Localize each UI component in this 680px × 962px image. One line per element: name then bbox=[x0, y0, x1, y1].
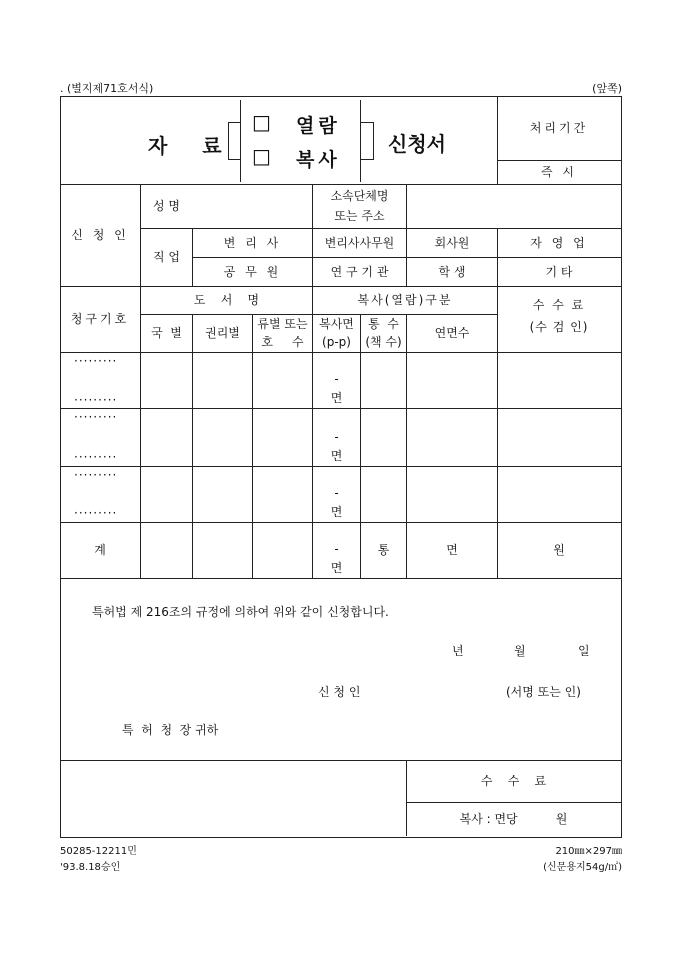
divider bbox=[60, 578, 621, 579]
paper-size: 210㎜×297㎜ bbox=[555, 846, 622, 857]
addressee: 특 허 청 장 귀하 bbox=[122, 723, 219, 737]
job-label: 직 업 bbox=[153, 249, 180, 264]
applicant-label: 신 청 인 bbox=[71, 227, 129, 242]
divider bbox=[252, 314, 253, 578]
class-header-1: 류별 또는 bbox=[257, 317, 308, 331]
name-field[interactable] bbox=[192, 184, 312, 228]
date-day: 일 bbox=[578, 644, 590, 658]
request-code-header: 청구기호 bbox=[70, 311, 130, 326]
affiliation-label-1: 소속단체명 bbox=[330, 188, 389, 203]
job-option-public-servant[interactable]: 공 무 원 bbox=[223, 264, 282, 279]
job-option-attorney-staff[interactable]: 변리사사무원 bbox=[324, 235, 395, 250]
total-count-unit: 통 bbox=[377, 543, 390, 557]
pages-unit: 면 bbox=[330, 505, 343, 519]
request-code-dots: ········· bbox=[74, 393, 118, 407]
title-word-data: 자 료 bbox=[148, 134, 236, 158]
affiliation-field[interactable] bbox=[407, 184, 620, 228]
form-code: 50285-12211민 bbox=[60, 846, 137, 857]
request-code-dots: ········· bbox=[74, 410, 118, 424]
pages-unit: 면 bbox=[330, 449, 343, 463]
pages-dash: - bbox=[334, 430, 339, 444]
divider bbox=[60, 408, 621, 409]
total-pages-header: 연면수 bbox=[434, 326, 470, 340]
form-number: . (별지제71호서식) bbox=[60, 82, 154, 95]
paper-type: (신문용지54g/㎡) bbox=[543, 862, 622, 873]
signature-applicant: 신 청 인 bbox=[318, 685, 361, 699]
side-indicator: (앞쪽) bbox=[592, 82, 622, 95]
job-option-self-employed[interactable]: 자 영 업 bbox=[530, 235, 588, 250]
job-option-office-worker[interactable]: 회사원 bbox=[434, 235, 470, 250]
job-option-other[interactable]: 기 타 bbox=[545, 264, 573, 279]
pages-header-1: 복사면 bbox=[319, 317, 354, 331]
process-period-value: 즉 시 bbox=[541, 165, 577, 179]
divider bbox=[60, 466, 621, 467]
job-option-student[interactable]: 학 생 bbox=[438, 264, 466, 279]
total-total-unit: 면 bbox=[446, 543, 458, 557]
bracket-right bbox=[361, 122, 374, 160]
count-header-1: 통 수 bbox=[368, 317, 399, 331]
request-code-dots: ········· bbox=[74, 468, 118, 482]
country-header: 국 별 bbox=[151, 326, 182, 340]
request-code-dots: ········· bbox=[74, 354, 118, 368]
fee-header-2: (수 검 인) bbox=[529, 319, 589, 334]
request-code-dots: ········· bbox=[74, 506, 118, 520]
statement-text: 특허법 제 216조의 규정에 의하여 위와 같이 신청합니다. bbox=[92, 605, 389, 619]
right-type-header: 권리별 bbox=[205, 326, 240, 340]
process-period-label: 처리기간 bbox=[529, 120, 589, 135]
book-name-header: 도 서 명 bbox=[193, 293, 260, 307]
total-pages-unit: 면 bbox=[330, 561, 343, 575]
pages-unit: 면 bbox=[330, 391, 343, 405]
job-option-patent-attorney[interactable]: 변 리 사 bbox=[223, 235, 282, 250]
pages-dash: - bbox=[334, 486, 339, 500]
checkbox-copy[interactable]: □ bbox=[252, 144, 271, 168]
copy-type-header: 복사(열람)구분 bbox=[357, 293, 453, 307]
fee-header-1: 수 수 료 bbox=[532, 297, 586, 312]
signature-hint: (서명 또는 인) bbox=[506, 685, 581, 699]
count-header-2: (책 수) bbox=[365, 335, 402, 349]
pages-header-2: (p-p) bbox=[322, 335, 351, 349]
title-word-application: 신청서 bbox=[388, 132, 446, 156]
option-view-label: 열람 bbox=[296, 115, 341, 137]
divider bbox=[60, 352, 621, 353]
total-fee-unit: 원 bbox=[553, 543, 565, 557]
date-year: 년 bbox=[452, 644, 464, 658]
request-code-dots: ········· bbox=[74, 450, 118, 464]
name-label: 성 명 bbox=[153, 198, 180, 213]
fee-box-title: 수 수 료 bbox=[480, 774, 547, 788]
bracket-bar bbox=[240, 100, 241, 182]
date-month: 월 bbox=[514, 644, 526, 658]
option-copy-label: 복사 bbox=[296, 149, 341, 171]
checkbox-view[interactable]: □ bbox=[252, 110, 271, 134]
class-header-2: 호 수 bbox=[261, 335, 304, 349]
total-pages-dash: - bbox=[334, 542, 339, 556]
approval-date: '93.8.18승인 bbox=[60, 862, 121, 873]
pages-dash: - bbox=[334, 372, 339, 386]
affiliation-label-2: 또는 주소 bbox=[334, 208, 385, 223]
fee-box-rate: 복사 : 면당 원 bbox=[459, 812, 568, 826]
total-label: 계 bbox=[94, 543, 106, 557]
job-option-research[interactable]: 연 구 기 관 bbox=[330, 264, 389, 279]
divider bbox=[192, 314, 193, 578]
